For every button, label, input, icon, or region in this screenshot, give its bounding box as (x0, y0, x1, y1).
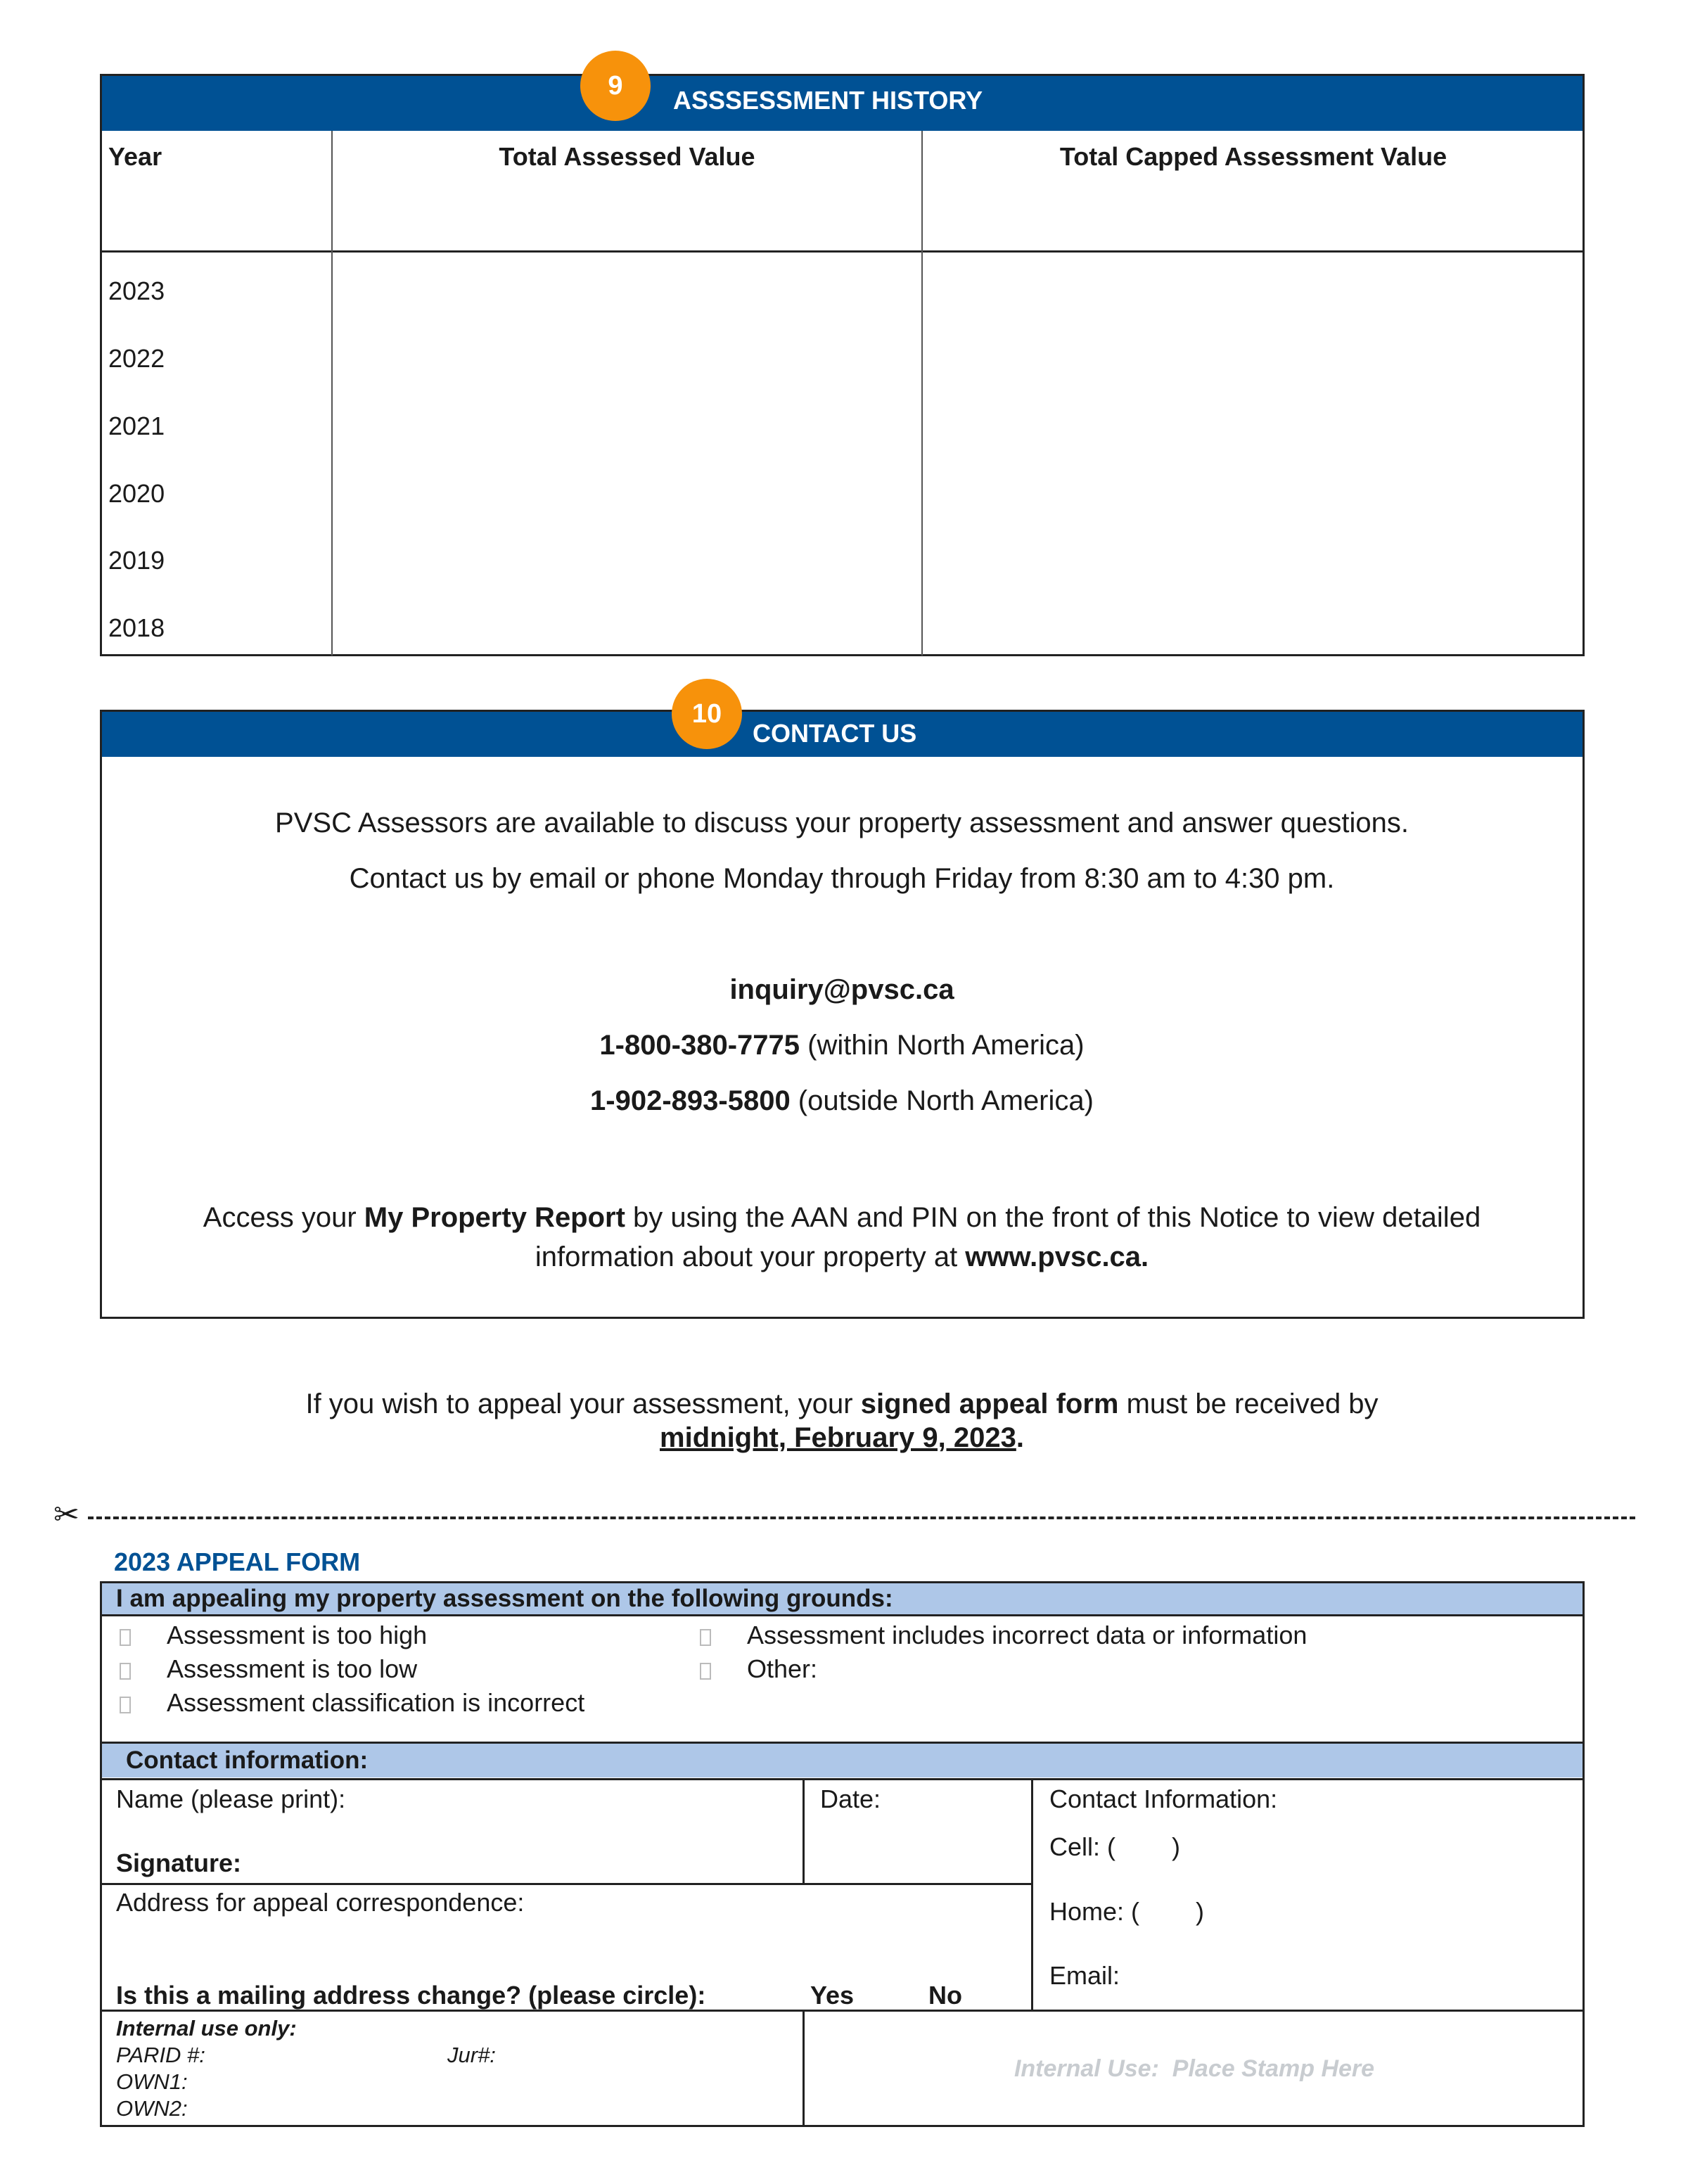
own2-label: OWN2: (116, 2096, 188, 2121)
year-cell: 2023 (108, 276, 165, 305)
column-header-year: Year (108, 142, 162, 171)
divider (100, 1883, 1032, 1885)
header-row-divider (100, 250, 1585, 253)
ground-too-low: Assessment is too low (167, 1654, 418, 1683)
ground-incorrect-data: Assessment includes incorrect data or information (747, 1621, 1307, 1649)
contact-phone-na (100, 1030, 1584, 1061)
year-cell: 2019 (108, 546, 165, 575)
divider (100, 1778, 1585, 1780)
divider (1031, 1780, 1033, 2012)
ground-too-high: Assessment is too high (167, 1621, 428, 1649)
access-line2: information about your property at (535, 1241, 966, 1272)
jur-label: Jur#: (447, 2043, 496, 2067)
notice-bold: signed appeal form (860, 1388, 1119, 1419)
phone-note: (within North America) (800, 1030, 1085, 1061)
contact-phone-outside (100, 1085, 1584, 1117)
contact-info-header: Contact information: (102, 1744, 1582, 1777)
appeal-notice (100, 1387, 1584, 1455)
checkbox-too-low[interactable] (120, 1663, 131, 1680)
divider (100, 1614, 1585, 1616)
yes-option[interactable]: Yes (810, 1981, 855, 2010)
website-link[interactable]: www.pvsc.ca. (965, 1241, 1149, 1272)
ground-other: Other: (747, 1654, 818, 1683)
year-cell: 2022 (108, 344, 165, 373)
parid-label: PARID #: (116, 2043, 205, 2067)
notice-pre: If you wish to appeal your assessment, your (305, 1388, 861, 1419)
contact-hours: Contact us by email or phone Monday through Friday from 8:30 am to 4:30 pm. (349, 863, 1335, 894)
year-cell: 2018 (108, 613, 165, 642)
grounds-header: I am appealing my property assessment on the following grounds: (102, 1583, 1582, 1614)
access-text (100, 1198, 1584, 1277)
year-cell: 2020 (108, 479, 165, 508)
contact-email[interactable]: inquiry@pvsc.ca (729, 974, 954, 1005)
access-pre: Access your (203, 1202, 364, 1233)
access-post: by using the AAN and PIN on the front of this Notice to view detailed (625, 1202, 1481, 1233)
stamp-placeholder: Internal Use: Place Stamp Here (1014, 2055, 1375, 2082)
home-field[interactable]: Home: ( ) (1049, 1897, 1205, 1926)
divider (803, 1780, 805, 1884)
appeal-form-title: 2023 APPEAL FORM (114, 1547, 361, 1576)
phone-number[interactable]: 1-800-380-7775 (599, 1030, 800, 1061)
notice-post: must be received by (1118, 1388, 1379, 1419)
contact-intro: PVSC Assessors are available to discuss your property assessment and answer questions. (275, 807, 1409, 838)
phone-note: (outside North America) (790, 1085, 1094, 1116)
column-header-total-assessed: Total Assessed Value (499, 142, 755, 171)
notice-period: . (1016, 1422, 1024, 1453)
cut-line (88, 1516, 1635, 1519)
checkbox-too-high[interactable] (120, 1629, 131, 1646)
column-divider (331, 131, 333, 656)
internal-use-label: Internal use only: (116, 2016, 297, 2041)
address-field[interactable]: Address for appeal correspondence: (116, 1888, 525, 1917)
mailing-change-question: Is this a mailing address change? (please circle): (116, 1981, 706, 2010)
access-bold: My Property Report (364, 1202, 625, 1233)
contact-info-label: Contact Information: (1049, 1784, 1278, 1813)
own1-label: OWN1: (116, 2069, 188, 2094)
email-field[interactable]: Email: (1049, 1961, 1120, 1990)
scissors-icon: ✂ (53, 1497, 79, 1532)
phone-number[interactable]: 1-902-893-5800 (590, 1085, 791, 1116)
section-9-badge: 9 (580, 51, 651, 121)
signature-field[interactable]: Signature: (116, 1848, 242, 1877)
ground-classification: Assessment classification is incorrect (167, 1688, 585, 1717)
checkbox-other[interactable] (700, 1663, 711, 1680)
year-cell: 2021 (108, 411, 165, 440)
name-field[interactable]: Name (please print): (116, 1784, 346, 1813)
date-field[interactable]: Date: (820, 1784, 881, 1813)
checkbox-classification[interactable] (120, 1697, 131, 1713)
assessment-history-title: ASSSESSMENT HISTORY (673, 86, 983, 115)
section-10-badge: 10 (672, 679, 742, 749)
appeal-deadline: midnight, February 9, 2023 (660, 1422, 1016, 1453)
column-header-capped: Total Capped Assessment Value (1059, 142, 1447, 171)
checkbox-incorrect-data[interactable] (700, 1629, 711, 1646)
no-option[interactable]: No (928, 1981, 962, 2010)
contact-us-title: CONTACT US (753, 719, 917, 748)
column-divider (921, 131, 923, 656)
cell-field[interactable]: Cell: ( ) (1049, 1832, 1181, 1861)
